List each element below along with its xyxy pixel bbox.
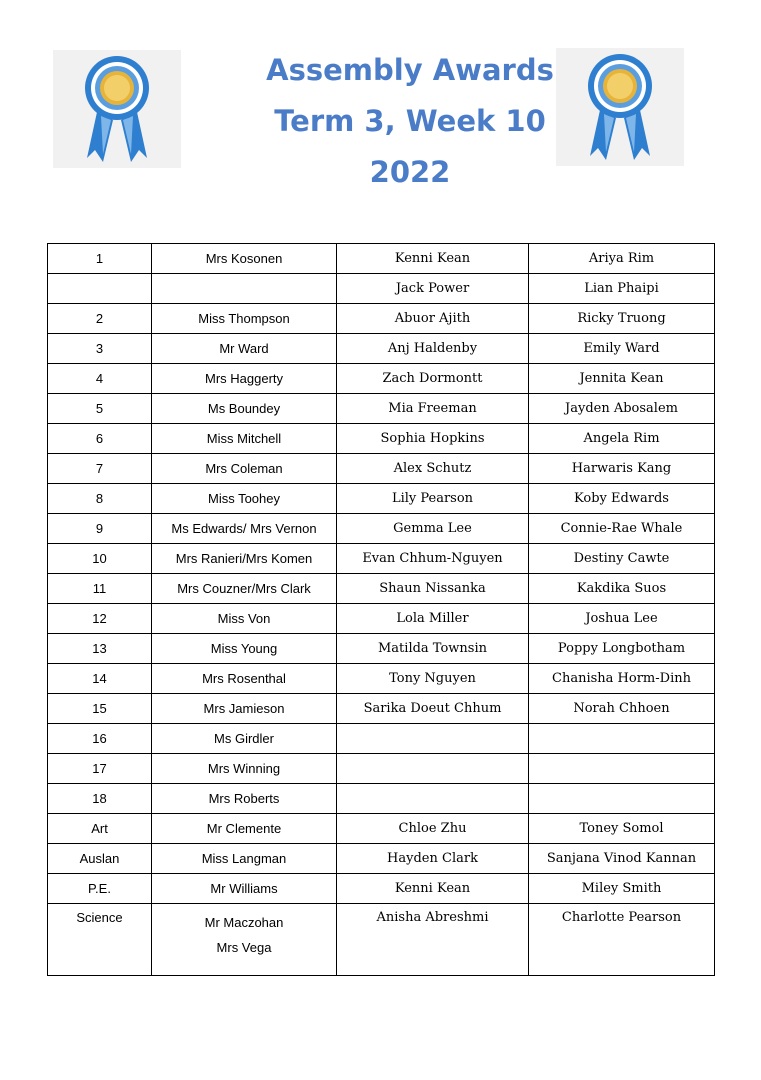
class-cell: Art <box>48 814 152 844</box>
award-cell-2: Norah Chhoen <box>529 694 715 724</box>
teacher-cell: Mrs Coleman <box>152 454 337 484</box>
table-row <box>48 724 715 754</box>
award-cell-1: Lily Pearson <box>337 484 529 514</box>
title-line-2: Term 3, Week 10 <box>274 104 546 138</box>
table-row <box>48 874 715 904</box>
award-cell-1 <box>337 784 529 814</box>
award-cell-2 <box>529 784 715 814</box>
award-cell-1 <box>337 754 529 784</box>
award-cell-1: Evan Chhum-Nguyen <box>337 544 529 574</box>
table-row <box>48 604 715 634</box>
award-cell-2: Chanisha Horm-Dinh <box>529 664 715 694</box>
class-cell: 14 <box>48 664 152 694</box>
class-cell: 15 <box>48 694 152 724</box>
award-cell-1: Matilda Townsin <box>337 634 529 664</box>
table-row <box>48 814 715 844</box>
class-cell: 2 <box>48 304 152 334</box>
table-row <box>48 694 715 724</box>
award-cell-2: Emily Ward <box>529 334 715 364</box>
teacher-cell: Mr Ward <box>152 334 337 364</box>
teacher-name: Mr Maczohan <box>204 915 284 930</box>
award-cell-1: Hayden Clark <box>337 844 529 874</box>
award-cell-2: Charlotte Pearson <box>529 904 715 976</box>
table-row <box>48 544 715 574</box>
table-row <box>48 574 715 604</box>
class-cell: 6 <box>48 424 152 454</box>
awards-table-body <box>48 244 715 976</box>
award-cell-1 <box>337 724 529 754</box>
class-cell: 13 <box>48 634 152 664</box>
award-cell-2: Poppy Longbotham <box>529 634 715 664</box>
teacher-cell: Ms Boundey <box>152 394 337 424</box>
class-cell: 8 <box>48 484 152 514</box>
award-cell-1: Anj Haldenby <box>337 334 529 364</box>
award-cell-2: Toney Somol <box>529 814 715 844</box>
award-cell-1: Abuor Ajith <box>337 304 529 334</box>
teacher-cell: Mrs Roberts <box>152 784 337 814</box>
class-cell: 11 <box>48 574 152 604</box>
teacher-cell: Miss Thompson <box>152 304 337 334</box>
class-cell: 3 <box>48 334 152 364</box>
award-cell-1: Sarika Doeut Chhum <box>337 694 529 724</box>
teacher-cell: Mr Clemente <box>152 814 337 844</box>
class-cell: 10 <box>48 544 152 574</box>
table-row <box>48 244 715 274</box>
table-row <box>48 634 715 664</box>
teacher-cell: Miss Von <box>152 604 337 634</box>
teacher-cell: Mrs Rosenthal <box>152 664 337 694</box>
award-cell-1: Gemma Lee <box>337 514 529 544</box>
award-cell-1: Mia Freeman <box>337 394 529 424</box>
award-cell-2: Ricky Truong <box>529 304 715 334</box>
award-cell-2: Jennita Kean <box>529 364 715 394</box>
teacher-cell: Ms Edwards/ Mrs Vernon <box>152 514 337 544</box>
class-cell: 5 <box>48 394 152 424</box>
award-cell-2: Koby Edwards <box>529 484 715 514</box>
teacher-cell: Mrs Ranieri/Mrs Komen <box>152 544 337 574</box>
table-row <box>48 364 715 394</box>
award-ribbon-icon-left <box>53 50 181 168</box>
teacher-cell: Mr Williams <box>152 874 337 904</box>
teacher-cell <box>152 904 337 976</box>
award-cell-2 <box>529 724 715 754</box>
award-cell-1: Alex Schutz <box>337 454 529 484</box>
table-row <box>48 424 715 454</box>
award-cell-1: Tony Nguyen <box>337 664 529 694</box>
class-cell: Auslan <box>48 844 152 874</box>
award-cell-1: Kenni Kean <box>337 244 529 274</box>
class-cell: 4 <box>48 364 152 394</box>
award-cell-2: Lian Phaipi <box>529 274 715 304</box>
class-cell: Science <box>48 904 152 976</box>
teacher-cell: Mrs Kosonen <box>152 244 337 274</box>
teacher-name: Mrs Vega <box>216 940 272 955</box>
table-row <box>48 844 715 874</box>
award-cell-1: Zach Dormontt <box>337 364 529 394</box>
table-row <box>48 274 715 304</box>
award-cell-2: Angela Rim <box>529 424 715 454</box>
award-cell-2: Jayden Abosalem <box>529 394 715 424</box>
table-row-science <box>48 904 715 976</box>
teacher-cell: Miss Toohey <box>152 484 337 514</box>
class-cell: 12 <box>48 604 152 634</box>
teacher-cell <box>152 274 337 304</box>
teacher-cell: Mrs Winning <box>152 754 337 784</box>
class-cell: 16 <box>48 724 152 754</box>
teacher-cell: Mrs Couzner/Mrs Clark <box>152 574 337 604</box>
teacher-cell: Ms Girdler <box>152 724 337 754</box>
award-cell-1: Chloe Zhu <box>337 814 529 844</box>
award-cell-2: Connie-Rae Whale <box>529 514 715 544</box>
table-row <box>48 334 715 364</box>
table-row <box>48 754 715 784</box>
teacher-cell: Mrs Jamieson <box>152 694 337 724</box>
teacher-cell: Miss Young <box>152 634 337 664</box>
award-cell-2: Destiny Cawte <box>529 544 715 574</box>
awards-table <box>47 243 715 976</box>
table-row <box>48 484 715 514</box>
title-line-3: 2022 <box>369 155 451 189</box>
class-cell: 17 <box>48 754 152 784</box>
award-cell-2 <box>529 754 715 784</box>
title-line-1: Assembly Awards <box>266 53 554 87</box>
award-cell-1: Sophia Hopkins <box>337 424 529 454</box>
table-row <box>48 394 715 424</box>
class-cell: P.E. <box>48 874 152 904</box>
table-row <box>48 514 715 544</box>
table-row <box>48 304 715 334</box>
award-cell-1: Jack Power <box>337 274 529 304</box>
class-cell <box>48 274 152 304</box>
class-cell: 7 <box>48 454 152 484</box>
award-cell-1: Shaun Nissanka <box>337 574 529 604</box>
award-cell-2: Kakdika Suos <box>529 574 715 604</box>
teacher-cell: Mrs Haggerty <box>152 364 337 394</box>
award-cell-1: Anisha Abreshmi <box>337 904 529 976</box>
class-cell: 9 <box>48 514 152 544</box>
table-row <box>48 454 715 484</box>
table-row <box>48 664 715 694</box>
table-row <box>48 784 715 814</box>
award-cell-1: Kenni Kean <box>337 874 529 904</box>
award-cell-1: Lola Miller <box>337 604 529 634</box>
award-cell-2: Ariya Rim <box>529 244 715 274</box>
teacher-cell: Miss Langman <box>152 844 337 874</box>
class-cell: 18 <box>48 784 152 814</box>
award-cell-2: Harwaris Kang <box>529 454 715 484</box>
class-cell: 1 <box>48 244 152 274</box>
award-cell-2: Joshua Lee <box>529 604 715 634</box>
page-title <box>180 45 640 198</box>
award-cell-2: Miley Smith <box>529 874 715 904</box>
award-cell-2: Sanjana Vinod Kannan <box>529 844 715 874</box>
teacher-cell: Miss Mitchell <box>152 424 337 454</box>
